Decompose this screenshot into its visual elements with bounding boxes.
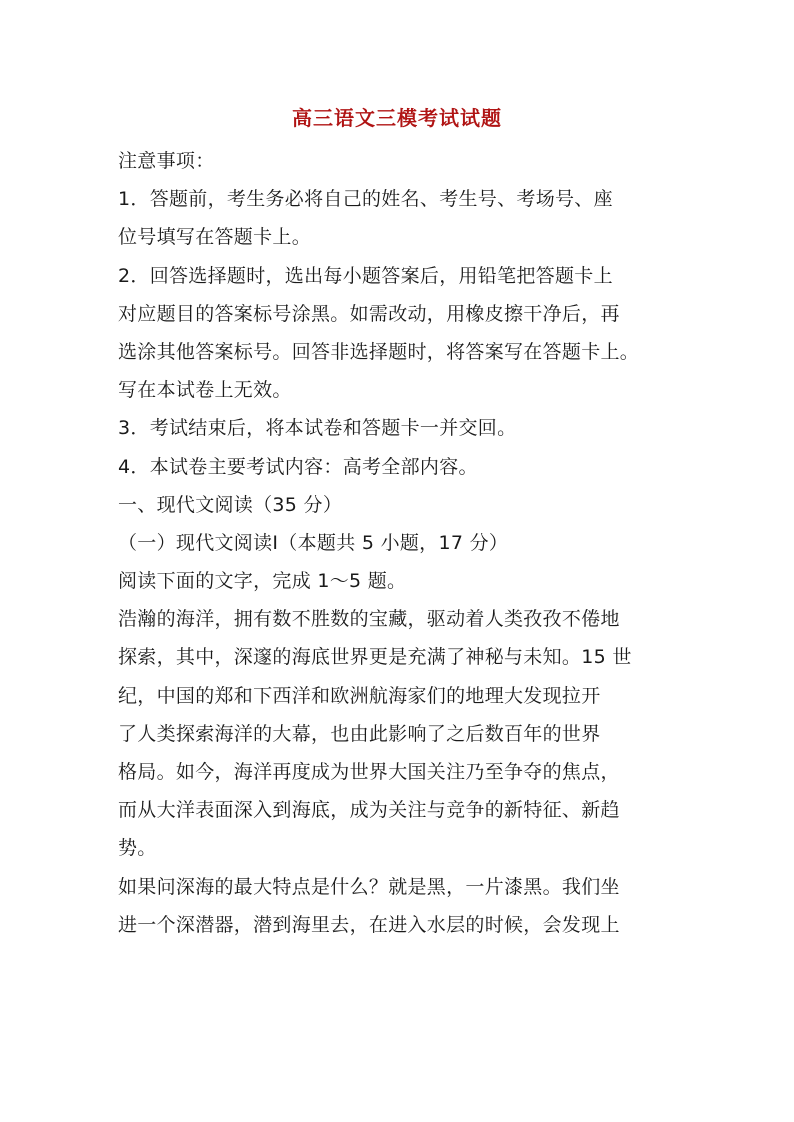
text-line: 注意事项： (118, 150, 215, 172)
text-line: 格局。如今，海洋再度成为世界大国关注乃至争夺的焦点， (118, 761, 620, 783)
text-line: 位号填写在答题卡上。 (118, 226, 312, 249)
text-line: 选涂其他答案标号。回答非选择题时，将答案写在答题卡上。 (118, 340, 640, 363)
text-line: 如果问深海的最大特点是什么？就是黑，一片漆黑。我们坐 (118, 875, 620, 898)
text-line: 而从大洋表面深入到海底，成为关注与竞争的新特征、新趋 (118, 799, 620, 822)
subsection-heading: （一）现代文阅读Ⅰ（本题共 5 小题，17 分） (118, 531, 509, 554)
instruction-line: 阅读下面的文字，完成 1～5 题。 (118, 570, 407, 593)
text-line: 进一个深潜器，潜到海里去，在进入水层的时候，会发现上 (118, 913, 620, 936)
text-line: 对应题目的答案标号涂黑。如需改动，用橡皮擦干净后，再 (118, 302, 620, 325)
text-line: 2．回答选择题时，选出每小题答案后，用铅笔把答题卡上 (118, 264, 613, 287)
text-line: 1．答题前，考生务必将自己的姓名、考生号、考场号、座 (118, 188, 613, 211)
document-body (118, 142, 684, 944)
text-line: 浩瀚的海洋，拥有数不胜数的宝藏，驱动着人类孜孜不倦地 (118, 608, 620, 631)
text-line: 纪，中国的郑和下西洋和欧洲航海家们的地理大发现拉开 (118, 684, 601, 707)
document-title: 高三语文三模考试试题 (292, 106, 502, 130)
text-line: 势。 (118, 837, 157, 860)
section-heading: 一、现代文阅读（35 分） (118, 493, 343, 516)
text-line: 4．本试卷主要考试内容：高考全部内容。 (118, 455, 478, 478)
text-line: 写在本试卷上无效。 (118, 379, 292, 402)
text-line: 了人类探索海洋的大幕，也由此影响了之后数百年的世界 (118, 722, 601, 745)
text-line: 探索，其中，深邃的海底世界更是充满了神秘与未知。15 世 (118, 646, 632, 669)
text-line: 3．考试结束后，将本试卷和答题卡一并交回。 (118, 417, 517, 440)
